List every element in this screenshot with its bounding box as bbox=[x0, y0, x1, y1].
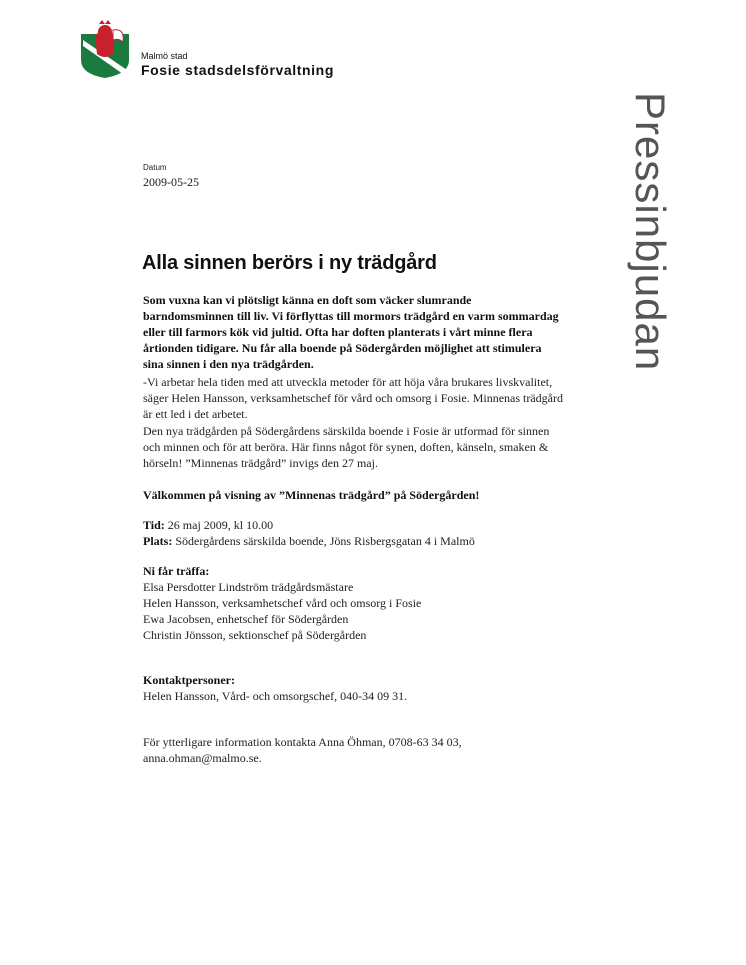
paragraph-garden: Den nya trädgården på Södergårdens särskilda boende i Fosie är utformad för sinnen och minnen och för att beröra. Här finns något för synen, doften, känseln, smaken & hörseln! ”Minnenas trädgård” invigs den 27 maj. bbox=[143, 424, 550, 470]
event-time-label: Tid: bbox=[143, 518, 165, 532]
logo-griffin-body bbox=[95, 30, 115, 57]
event-details bbox=[143, 517, 563, 549]
side-title: Pressinbjudan bbox=[627, 92, 674, 372]
event-place-label: Plats: bbox=[143, 534, 173, 548]
meet-title bbox=[143, 563, 563, 579]
contact-title-text: Kontaktpersoner: bbox=[143, 673, 235, 687]
more-info-email[interactable]: anna.ohman@malmo.se. bbox=[143, 751, 262, 765]
lead-paragraph: Som vuxna kan vi plötsligt känna en doft som väcker slumrande barndomsminnen till liv. Vi förflyttas till mormors trädgård en varm sommardag eller till farmors kök vid jultid. Ofta har doften planterats i vårt minne flera årtionden tidigare. Nu får alla boende på Södergården möjlighet att stimulera sina sinnen i den nya trädgården. bbox=[143, 293, 559, 371]
contact-line: Helen Hansson, Vård- och omsorgschef, 040-34 09 31. bbox=[143, 689, 408, 703]
contact-title bbox=[143, 672, 563, 688]
more-info bbox=[143, 734, 563, 766]
headline: Alla sinnen berörs i ny trädgård bbox=[142, 252, 437, 274]
more-info-line: För ytterligare information kontakta Anna Öhman, 0708-63 34 03, bbox=[143, 735, 462, 749]
org-name: Fosie stadsdelsförvaltning bbox=[141, 62, 334, 78]
malmo-stad-logo bbox=[79, 20, 131, 78]
meet-section bbox=[143, 563, 563, 643]
logo-crown bbox=[99, 20, 111, 24]
paragraph-quote: -Vi arbetar hela tiden med att utveckla metoder för att höja våra brukares livskvalitet, säger Helen Hansson, verksamhetschef för vård och omsorg i Fosie. Minnenas trädgård är ett led i det arbetet. bbox=[143, 375, 563, 421]
meet-title-text: Ni får träffa: bbox=[143, 564, 210, 578]
contact-section bbox=[143, 672, 563, 704]
org-name-small: Malmö stad bbox=[141, 51, 188, 61]
list-item: Ewa Jacobsen, enhetschef för Södergården bbox=[143, 612, 349, 626]
list-item: Helen Hansson, verksamhetschef vård och omsorg i Fosie bbox=[143, 596, 422, 610]
side-title-container bbox=[592, 92, 692, 412]
date-value: 2009-05-25 bbox=[143, 175, 199, 189]
date-label: Datum bbox=[143, 163, 167, 172]
invite-line: Välkommen på visning av ”Minnenas trädgård” på Södergården! bbox=[143, 488, 480, 502]
event-place-value: Södergårdens särskilda boende, Jöns Risbergsgatan 4 i Malmö bbox=[175, 534, 475, 548]
event-time bbox=[143, 517, 563, 533]
list-item: Elsa Persdotter Lindström trädgårdsmästare bbox=[143, 580, 354, 594]
event-time-value: 26 maj 2009, kl 10.00 bbox=[167, 518, 274, 532]
list-item: Christin Jönsson, sektionschef på Södergården bbox=[143, 628, 367, 642]
event-place bbox=[143, 533, 563, 549]
